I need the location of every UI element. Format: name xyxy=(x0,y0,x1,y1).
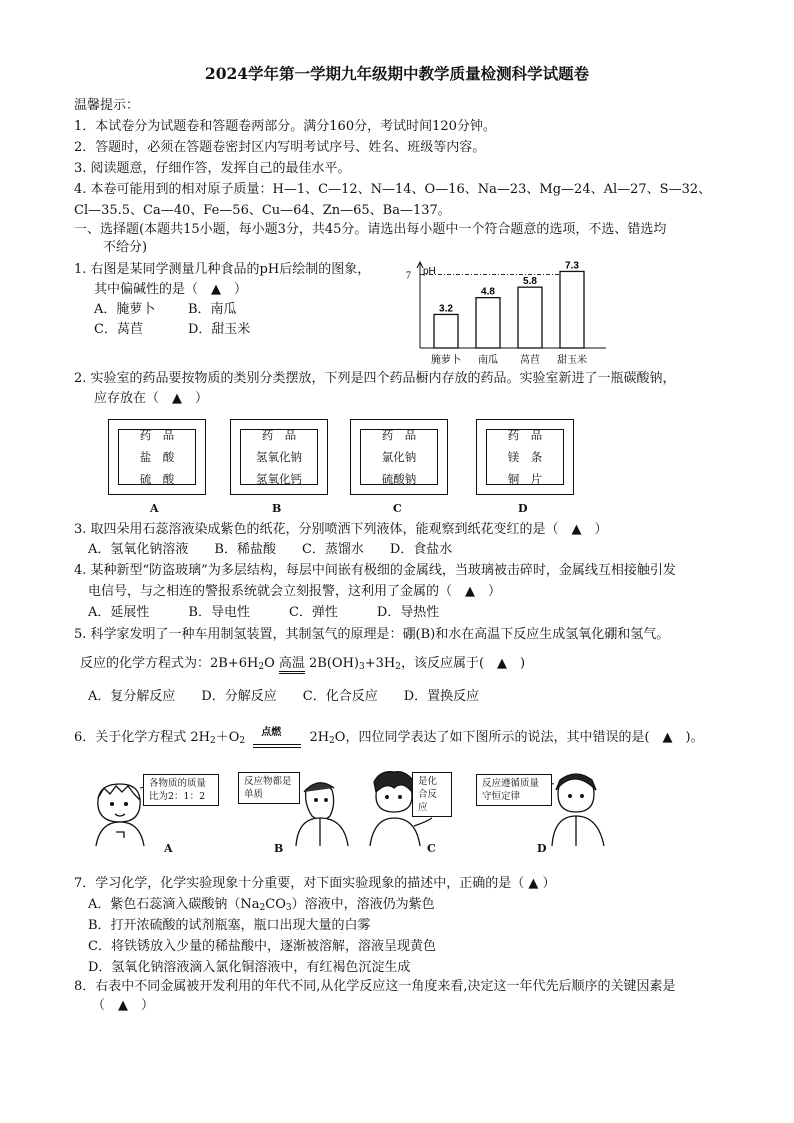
q5-equation: 反应的化学方程式为：$2B+6H_2O$ 高温 $2B(OH)_3+3H_2$，该反应属于( ▲ ) xyxy=(80,656,526,672)
q5-eq-reactants: 反应的化学方程式为：2B+6H xyxy=(80,656,259,671)
speech-bubble-c: 是化合反应 xyxy=(412,772,452,817)
bar-2 xyxy=(476,298,500,348)
q3-options: A．氢氧化钠溶液 B．稀盐酸 C．蒸馏水 D．食盐水 xyxy=(88,542,453,557)
q5-options: A．复分解反应 D．分解反应 C．化合反应 D．置换反应 xyxy=(88,689,480,704)
q2-stem-cont: 应存放在（ ▲ ） xyxy=(94,391,208,406)
speech-bubble-b: 反应物都是单质 xyxy=(238,772,300,804)
cabinet-item: 硫 酸 xyxy=(139,472,175,486)
q7-option-a-pre: A．紫色石蕊滴入碳酸钠（Na xyxy=(88,897,260,912)
cabinet-letter: A xyxy=(150,502,159,515)
cabinet-letter: D xyxy=(518,502,528,515)
cabinet-item: 氢氧化钙 xyxy=(256,472,302,486)
q4-stem: 4. 某种新型“防盗玻璃”为多层结构，每层中间嵌有极细的金属线，当玻璃被击碎时，金属线互相接触引发 xyxy=(74,563,676,578)
category-label: 甜玉米 xyxy=(557,355,587,366)
speech-bubble-d: 反应遵循质量守恒定律 xyxy=(476,774,552,806)
q6-stem-product: 2H xyxy=(309,730,330,745)
cabinet-label: 药 品 xyxy=(381,428,417,442)
y-axis-label: pH xyxy=(423,266,436,277)
q1-stem-cont: 其中偏碱性的是（ ▲ ） xyxy=(94,282,247,297)
q8-stem-cont: （ ▲ ） xyxy=(92,998,154,1013)
bar-value-label: 5.8 xyxy=(523,276,537,288)
q8-stem: 8．右表中不同金属被开发利用的年代不同,从化学反应这一角度来看,决定这一年代先后顺序的关键因素是 xyxy=(74,979,676,994)
cabinet-label: 药 品 xyxy=(261,428,297,442)
tips-heading: 温馨提示： xyxy=(74,98,140,113)
cabinet-letter: C xyxy=(393,502,402,515)
q7-option-a: A．紫色石蕊滴入碳酸钠$(Na_2CO_3)$溶液中，溶液仍为紫色 xyxy=(88,897,435,913)
category-label: 南瓜 xyxy=(478,355,498,366)
q6-eq-condition: 点燃 xyxy=(261,727,282,738)
paper-title: 2024学年第一学期九年级期中教学质量检测科学试题卷 xyxy=(204,64,590,83)
student-b-figure xyxy=(296,783,348,846)
cabinet-item: 盐 酸 xyxy=(139,450,175,464)
bar-value-label: 7.3 xyxy=(565,260,579,272)
q7-stem: 7．学习化学，化学实验现象十分重要，对下面实验现象的描述中，正确的是（ ▲ ） xyxy=(74,876,556,891)
bar-4 xyxy=(560,271,584,348)
q1-option-d: D．甜玉米 xyxy=(188,322,251,337)
category-label: 莴苣 xyxy=(520,355,540,366)
tip-line: 4. 本卷可能用到的相对原子质量：H—1、C—12、N—14、O—16、Na—23、Mg—24、Al—27、S—32、 xyxy=(74,182,712,197)
q1-stem: 1. 右图是某同学测量几种食品的pH后绘制的图象， xyxy=(74,262,371,277)
student-letter: A xyxy=(164,842,173,855)
bar-value-label: 3.2 xyxy=(439,303,453,315)
q4-options: A．延展性 B．导电性 C．弹性 D．导热性 xyxy=(88,605,440,620)
cabinet-item: 氯化钠 xyxy=(381,450,417,464)
q5-eq-condition: 高温 xyxy=(279,656,305,674)
q7-option-c: C．将铁锈放入少量的稀盐酸中，逐渐被溶解，溶液呈现黄色 xyxy=(88,939,436,954)
tip-line: 3. 阅读题意，仔细作答，发挥自己的最佳水平。 xyxy=(74,161,351,176)
q6-stem: 6．关于化学方程式 $2H_2+O_2$ 点燃 $2H_2O$，四位同学表达了如下图所示的说法，其中错误的是( ▲ )。 xyxy=(74,727,704,746)
cabinet-b xyxy=(230,419,328,495)
cabinet-item: 铜 片 xyxy=(507,472,543,486)
q6-stem-pre: 6．关于化学方程式 2H xyxy=(74,730,211,745)
cabinet-item: 氢氧化钠 xyxy=(256,450,302,464)
cabinet-item: 镁 条 xyxy=(507,450,543,464)
q5-eq-tail: ，该反应属于( ▲ ) xyxy=(400,656,526,671)
reference-tick-label: 7 xyxy=(406,270,411,282)
section-heading-cont: 不给分) xyxy=(103,240,148,255)
q1-option-a: A．腌萝卜 xyxy=(94,302,156,317)
bar-value-label: 4.8 xyxy=(481,286,495,298)
cabinet-item: 硫酸钠 xyxy=(381,472,417,486)
q4-stem-cont: 电信号，与之相连的警报系统就会立刻报警，这利用了金属的（ ▲ ） xyxy=(88,584,501,599)
cabinet-c xyxy=(350,419,448,495)
ph-bar-chart xyxy=(392,252,612,374)
q7-option-b: B．打开浓硫酸的试剂瓶塞，瓶口出现大量的白雾 xyxy=(88,918,371,933)
q7-option-d: D．氢氧化钠溶液滴入氯化铜溶液中，有红褐色沉淀生成 xyxy=(88,960,411,975)
q2-stem: 2. 实验室的药品要按物质的类别分类摆放，下列是四个药品橱内存放的药品。实验室新进了一瓶碳酸钠， xyxy=(74,371,676,386)
cabinet-label: 药 品 xyxy=(139,428,175,442)
student-letter: B xyxy=(274,842,284,855)
q5-eq-products: 2B(OH) xyxy=(309,656,359,671)
q7-option-a-post: ）溶液中，溶液仍为紫色 xyxy=(291,897,435,912)
q6-stem-post: ，四位同学表达了如下图所示的说法，其中错误的是( ▲ )。 xyxy=(345,730,704,745)
tip-line: 1．本试卷分为试题卷和答题卷两部分。满分160分，考试时间120分钟。 xyxy=(74,119,496,134)
cabinet-letter: B xyxy=(272,502,282,515)
student-d-figure xyxy=(552,774,604,846)
tip-line: 2．答题时，必须在答题卷密封区内写明考试序号、姓名、班级等内容。 xyxy=(74,140,486,155)
section-heading: 一、选择题(本题共15小题，每小题3分，共45分。请选出每小题中一个符合题意的选项，不选、错选均 xyxy=(74,222,667,237)
category-label: 腌萝卜 xyxy=(431,355,461,366)
cabinet-label: 药 品 xyxy=(507,428,543,442)
q5-stem: 5. 科学家发明了一种车用制氢装置，其制氢气的原理是：硼(B)和水在高温下反应生成氢氧化硼和氢气。 xyxy=(74,627,670,642)
cabinet-d xyxy=(476,419,574,495)
student-letter: C xyxy=(427,842,436,855)
q1-option-b: B．南瓜 xyxy=(188,302,237,317)
q1-option-c: C．莴苣 xyxy=(94,322,143,337)
speech-bubble-a: 各物质的质量比为2：1：2 xyxy=(143,774,219,806)
cabinet-a xyxy=(108,419,206,495)
student-a-figure xyxy=(96,784,144,846)
bar-3 xyxy=(518,287,542,348)
q3-stem: 3. 取四朵用石蕊溶液染成紫色的纸花，分别喷洒下列液体，能观察到纸花变红的是（ ▲ ） xyxy=(74,522,608,537)
bar-1 xyxy=(434,314,458,348)
tip-line: Cl—35.5、Ca—40、Fe—56、Cu—64、Zn—65、Ba—137。 xyxy=(74,203,451,218)
student-letter: D xyxy=(537,842,547,855)
